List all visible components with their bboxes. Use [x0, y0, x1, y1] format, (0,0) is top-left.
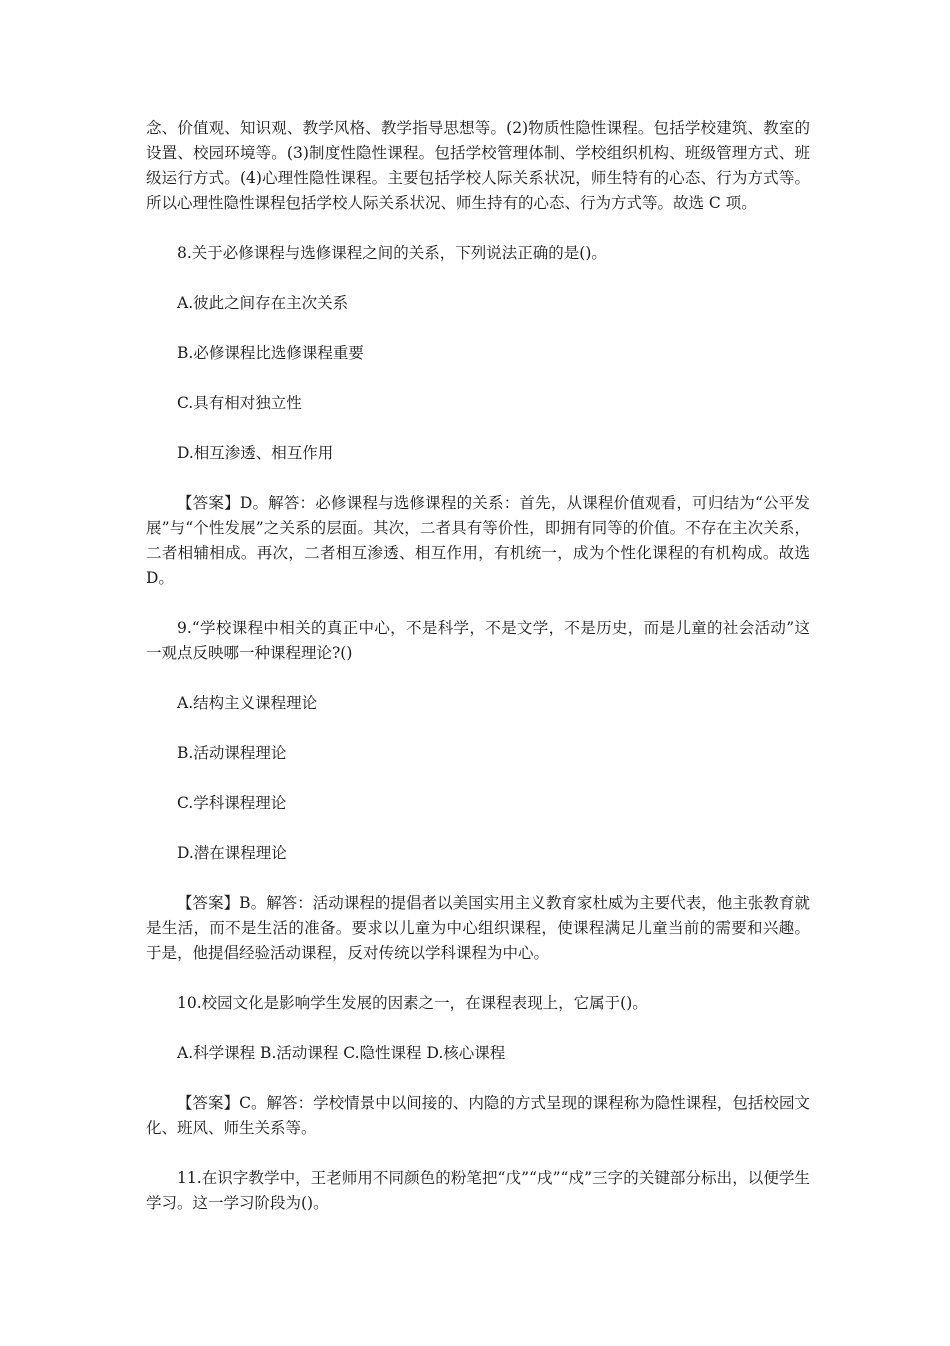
question-10-answer: 【答案】C。解答：学校情景中以间接的、内隐的方式呈现的课程称为隐性课程，包括校园文化、班风、师生关系等。: [146, 1094, 810, 1137]
paragraph-hidden-curriculum-continuation: 念、价值观、知识观、教学风格、教学指导思想等。(2)物质性隐性课程。包括学校建筑、教室的设置、校园环境等。(3)制度性隐性课程。包括学校管理体制、学校组织机构、班级管理方式、班级运行方式。(4)心理性隐性课程。主要包括学校人际关系状况，师生特有的心态、行为方式等。所以心理性隐性课程包括学校人际关系状况、师生持有的心态、行为方式等。故选 C 项。: [146, 119, 810, 212]
question-9-option-a: A.结构主义课程理论: [177, 694, 318, 712]
question-8-option-d: D.相互渗透、相互作用: [177, 444, 334, 462]
document-page: [146, 116, 810, 1216]
question-8-option-c: C.具有相对独立性: [177, 394, 302, 412]
question-8-option-b: B.必修课程比选修课程重要: [177, 344, 364, 362]
question-8-answer: 【答案】D。解答：必修课程与选修课程的关系：首先，从课程价值观看，可归结为“公平发展”与“个性发展”之关系的层面。其次，二者具有等价性，即拥有同等的价值。不存在主次关系，二者相辅相成。再次，二者相互渗透、相互作用，有机统一，成为个性化课程的有机构成。故选 D。: [146, 494, 810, 587]
question-9-answer: 【答案】B。解答：活动课程的提倡者以美国实用主义教育家杜威为主要代表，他主张教育就是生活，而不是生活的准备。要求以儿童为中心组织课程，使课程满足儿童当前的需要和兴趣。于是，他提倡经验活动课程，反对传统以学科课程为中心。: [146, 894, 810, 962]
question-11-stem: 11.在识字教学中，王老师用不同颜色的粉笔把“戊”“戌”“戍”三字的关键部分标出，以便学生学习。这一学习阶段为()。: [146, 1169, 810, 1212]
question-9-option-b: B.活动课程理论: [177, 744, 287, 762]
question-8-stem: 8.关于必修课程与选修课程之间的关系，下列说法正确的是()。: [177, 244, 607, 262]
question-10-options: A.科学课程 B.活动课程 C.隐性课程 D.核心课程: [177, 1044, 506, 1062]
question-9-option-d: D.潜在课程理论: [177, 844, 287, 862]
question-9-stem: 9.“学校课程中相关的真正中心，不是科学，不是文学，不是历史，而是儿童的社会活动”这一观点反映哪一种课程理论?(): [146, 619, 810, 662]
question-8-option-a: A.彼此之间存在主次关系: [177, 294, 349, 312]
question-10-stem: 10.校园文化是影响学生发展的因素之一，在课程表现上，它属于()。: [177, 994, 648, 1012]
question-9-option-c: C.学科课程理论: [177, 794, 287, 812]
